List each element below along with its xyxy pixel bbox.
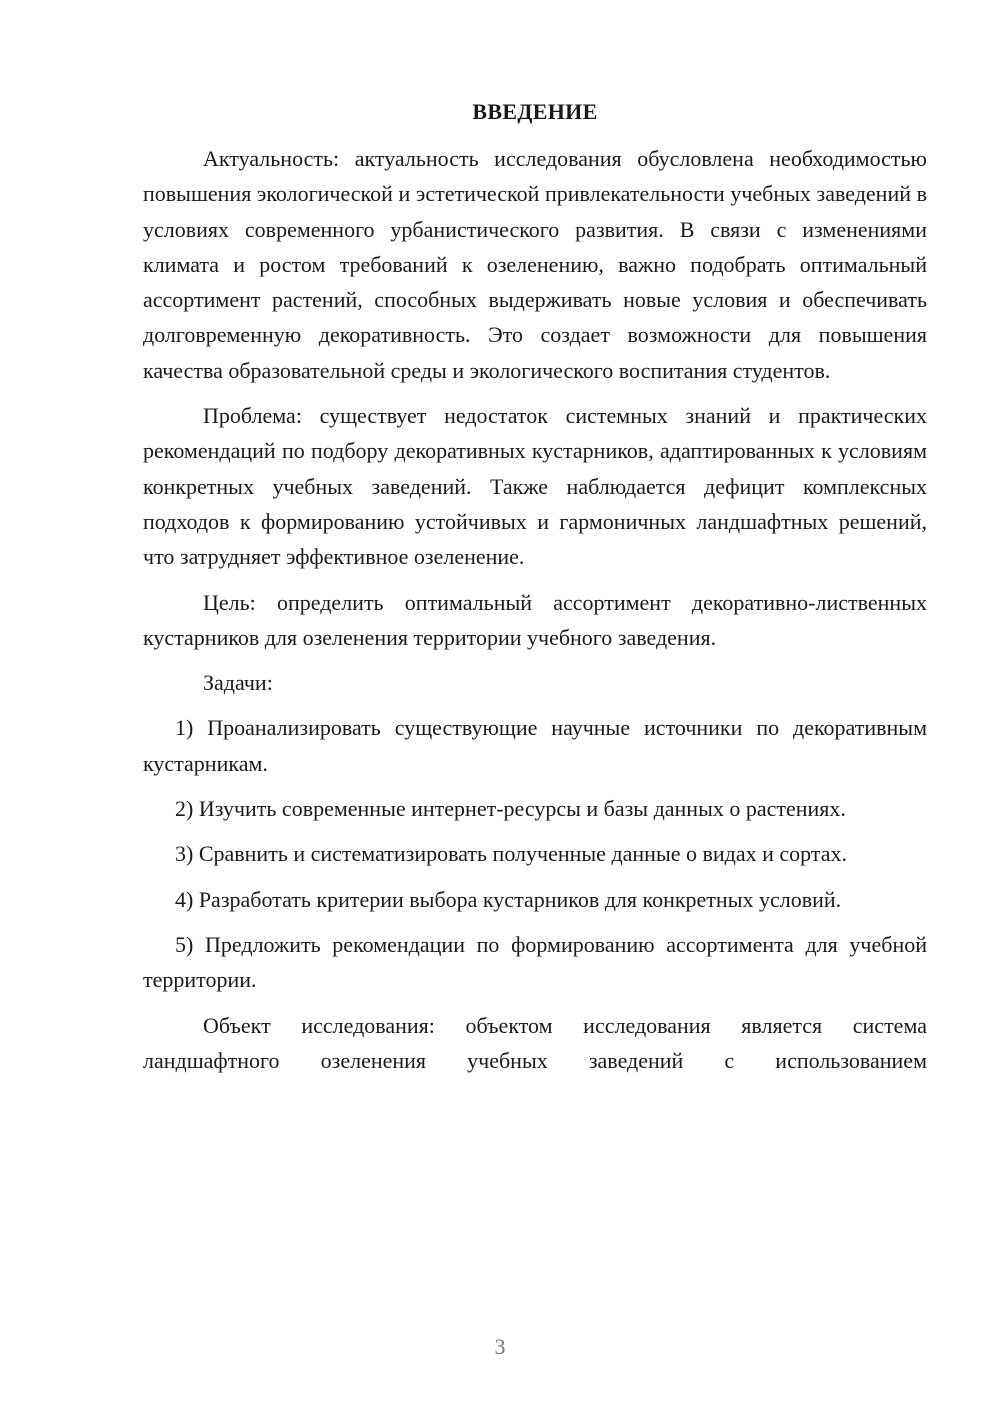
section-heading: ВВЕДЕНИЕ [472, 99, 598, 124]
tasks-title: Задачи: [203, 670, 273, 696]
task-item-2: 2) Изучить современные интернет-ресурсы и базы данных о растениях. [175, 796, 846, 822]
task-item-1: 1) Проанализировать существующие научные источники по декоративным кустарникам. [143, 715, 927, 776]
object-paragraph: Объект исследования: объектом исследования является система ландшафтного озеленения учебных заведений с использованием [143, 1012, 927, 1073]
task-item-3: 3) Сравнить и систематизировать полученные данные о видах и сортах. [175, 841, 848, 867]
task-item-4: 4) Разработать критерии выбора кустарников для конкретных условий. [175, 886, 842, 912]
tasks-list [143, 710, 927, 997]
relevance-paragraph: Актуальность: актуальность исследования обусловлена необходимостью повышения экологической и эстетической привлекательности учебных заведений в условиях современного урбанистического развития. В связи с изменениями климата и ростом требований к озеленению, важно подобрать оптимальный ассортимент растений, способных выдерживать новые условия и обеспечивать долговременную декоративность. Это создает возможности для повышения качества образовательной среды и экологического воспитания студентов. [143, 146, 927, 383]
problem-paragraph: Проблема: существует недостаток системных знаний и практических рекомендаций по подбору декоративных кустарников, адаптированных к условиям конкретных учебных заведений. Также наблюдается дефицит комплексных подходов к формированию устойчивых и гармоничных ландшафтных решений, что затрудняет эффективное озеленение. [143, 403, 927, 570]
page-content [143, 94, 927, 1088]
page-number: 3 [494, 1334, 506, 1359]
goal-paragraph: Цель: определить оптимальный ассортимент декоративно-лиственных кустарников для озеленения территории учебного заведения. [143, 589, 927, 650]
task-item-5: 5) Предложить рекомендации по формированию ассортимента для учебной территории. [143, 931, 927, 993]
